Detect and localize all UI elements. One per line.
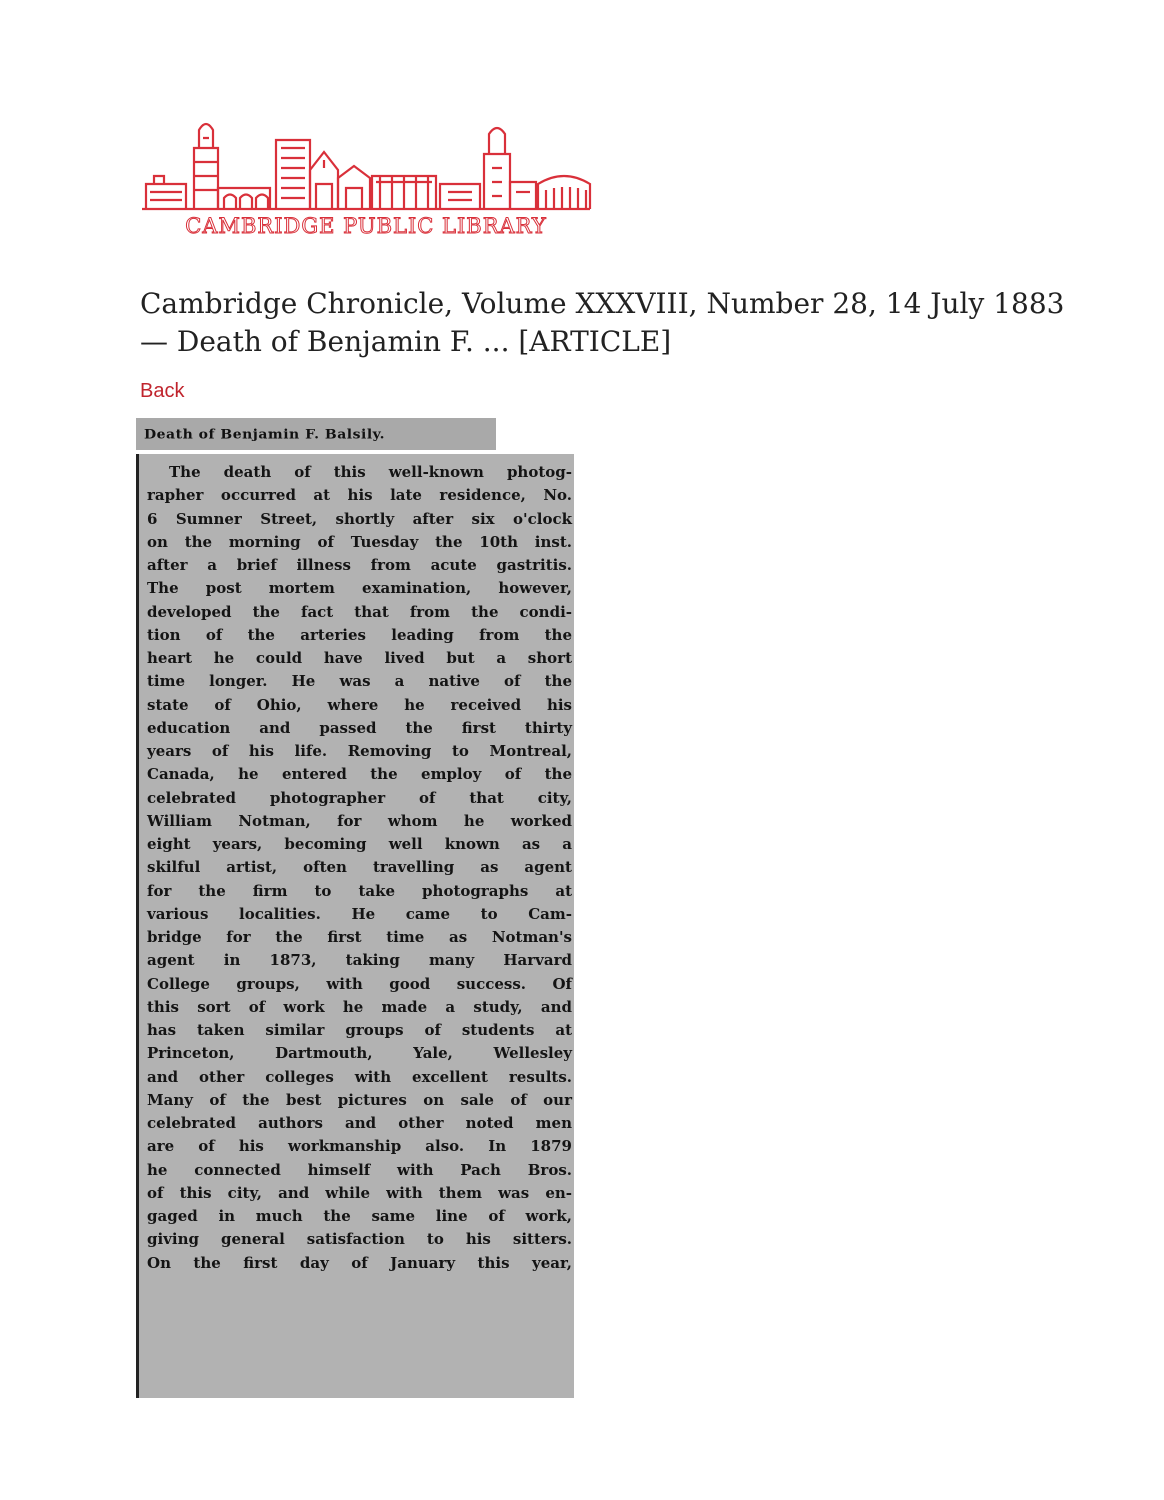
clipping-line: skilful artist, often travelling as agent <box>147 858 572 877</box>
clipping-line: developed the fact that from the condi- <box>147 602 572 621</box>
clipping-line: celebrated authors and other noted men <box>147 1114 572 1132</box>
clipping-line: William Notman, for whom he worked <box>147 811 572 830</box>
clipping-line: he connected himself with Pach Bros. <box>147 1160 572 1179</box>
clipping-line: various localities. He came to Cam- <box>147 904 572 923</box>
page-title: Cambridge Chronicle, Volume XXXVIII, Number 28, 14 July 1883 — Death of Benjamin F. ... [ARTICLE] <box>140 287 1065 358</box>
clipping-line: on the morning of Tuesday the 10th inst. <box>147 532 572 551</box>
headline-text: Death of Benjamin F. Balsily. <box>144 427 386 443</box>
clipping-line: Canada, he entered the employ of the <box>147 765 572 784</box>
clipping-line: heart he could have lived but a short <box>147 649 572 667</box>
clipping-line: has taken similar groups of students at <box>147 1021 572 1039</box>
clipping-line: years of his life. Removing to Montreal, <box>147 742 572 760</box>
clipping-line: 6 Sumner Street, shortly after six o'clock <box>147 509 572 528</box>
clipping-line: for the firm to take photographs at <box>147 881 572 900</box>
clipping-line: state of Ohio, where he received his <box>147 695 572 714</box>
clipping-line: The death of this well-known photog- <box>169 463 572 481</box>
skyline-icon <box>140 112 592 212</box>
clipping-line: On the first day of January this year, <box>147 1253 572 1272</box>
clipping-line: education and passed the first thirty <box>147 718 572 737</box>
clipping-line: gaged in much the same line of work, <box>147 1207 572 1225</box>
clipping-line: are of his workmanship also. In 1879 <box>147 1137 572 1156</box>
clipping-line: Many of the best pictures on sale of our <box>147 1090 572 1109</box>
clipping-line: agent in 1873, taking many Harvard <box>147 951 572 970</box>
clipping-line: Princeton, Dartmouth, Yale, Wellesley <box>147 1044 572 1063</box>
clipping-line: of this city, and while with them was en- <box>147 1183 572 1202</box>
clipping-line: bridge for the first time as Notman's <box>147 928 572 946</box>
clipping-line: this sort of work he made a study, and <box>147 997 572 1016</box>
library-name: CAMBRIDGE PUBLIC LIBRARY <box>185 214 547 238</box>
clipping-line: rapher occurred at his late residence, No. <box>147 486 572 505</box>
clipping-line: and other colleges with excellent results. <box>147 1067 572 1086</box>
clipping-headline <box>136 418 496 450</box>
clipping-line: eight years, becoming well known as a <box>147 835 572 853</box>
clipping-line: after a brief illness from acute gastritis. <box>147 556 572 574</box>
back-link[interactable]: Back <box>140 380 185 402</box>
library-logo[interactable] <box>140 112 592 246</box>
clipping-line: College groups, with good success. Of <box>147 974 572 993</box>
clipping-line: giving general satisfaction to his sitters. <box>147 1230 572 1249</box>
clipping-line: time longer. He was a native of the <box>147 672 572 691</box>
clipping-line: tion of the arteries leading from the <box>147 625 572 644</box>
clipping-line: celebrated photographer of that city, <box>147 788 572 807</box>
clipping-line: The post mortem examination, however, <box>147 579 572 598</box>
newspaper-clipping <box>136 454 574 1398</box>
